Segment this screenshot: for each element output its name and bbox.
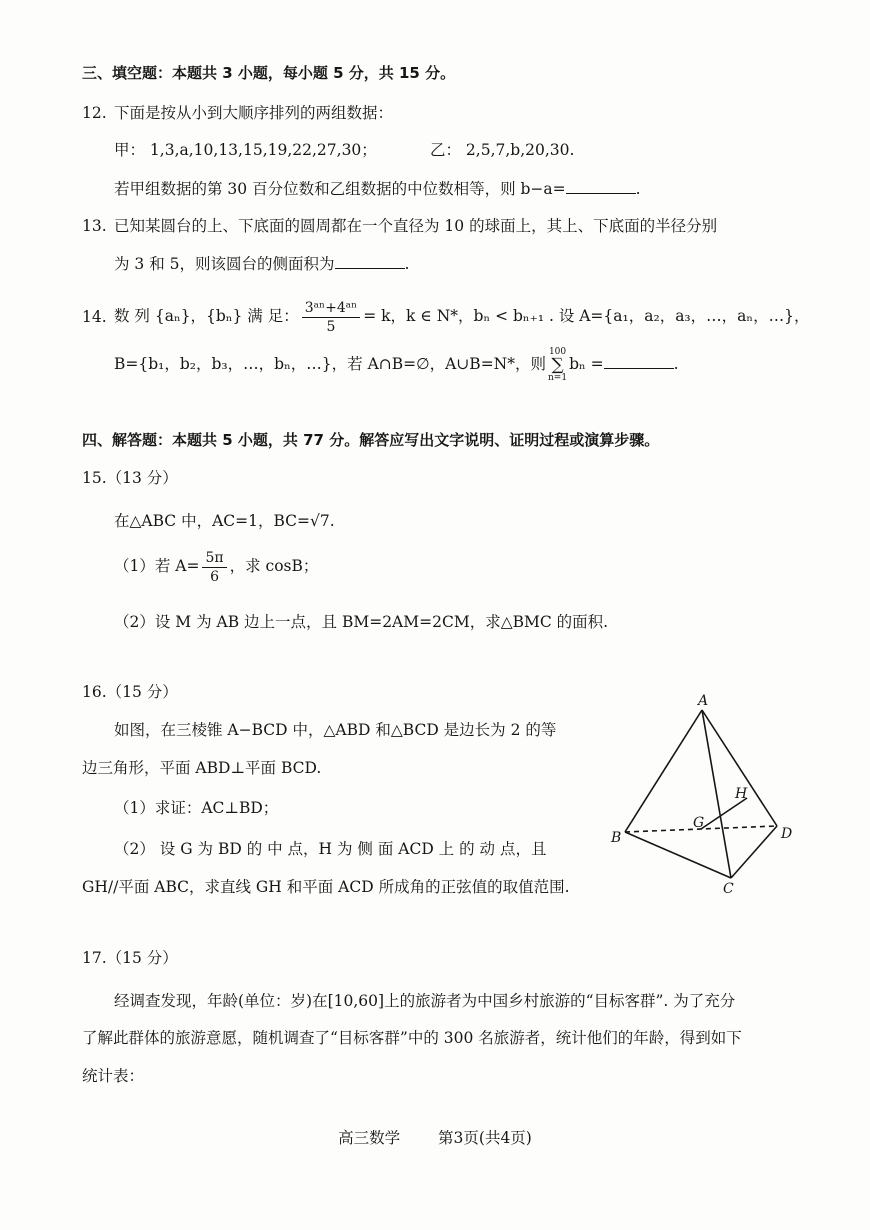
footer-page: 第3页(共4页): [438, 1129, 532, 1147]
section-3-heading: 三、填空题：本题共 3 小题，每小题 5 分，共 15 分。: [82, 64, 456, 82]
q15-number: 15.（13 分）: [82, 469, 178, 487]
q14-line1: [114, 296, 809, 336]
edge-ab: [625, 710, 705, 832]
q14-prefix: 数 列 {aₙ}，{bₙ} 满 足：: [114, 307, 299, 325]
q15-part1-pre: （1）若 A=: [114, 557, 200, 575]
q13-line2-row: 为 3 和 5，则该圆台的侧面积为 .: [114, 255, 410, 273]
q14-line2-pre: B={b₁，b₂，b₃，…，bₙ，…}，若 A∩B=∅，A∪B=N*，则: [114, 355, 546, 373]
q13-answer-blank: [335, 254, 405, 269]
q14-line2: B={b₁，b₂，b₃，…，bₙ，…}，若 A∩B=∅，A∪B=N*，则 100 ∑ n=1 bₙ = .: [114, 347, 679, 383]
label-d: D: [781, 826, 793, 842]
q14-sum-body: bₙ =: [569, 355, 604, 373]
q12-group-a: 甲： 1,3,a,10,13,15,19,22,27,30；: [114, 141, 377, 159]
q14-fraction: [302, 299, 360, 336]
q16-part2-line2: GH//平面 ABC，求直线 GH 和平面 ACD 所成角的正弦值的取值范围.: [82, 878, 570, 896]
q15-frac-den: 6: [210, 568, 219, 585]
q16-part1: （1）求证：AC⊥BD；: [114, 799, 279, 817]
q16-line1: 如图，在三棱锥 A−BCD 中，△ABD 和△BCD 是边长为 2 的等: [114, 721, 557, 739]
edge-ad: [702, 710, 777, 826]
label-g: G: [693, 815, 705, 831]
q14-sum-top: 100: [548, 347, 567, 357]
q14-sum: [548, 347, 567, 383]
q14-frac-den: 5: [326, 318, 336, 335]
q15-part1: [114, 546, 318, 586]
tetrahedron-figure: [605, 688, 835, 898]
q17-number: 17.（15 分）: [82, 949, 178, 967]
q15-fraction: [202, 549, 226, 586]
label-c: C: [723, 881, 734, 897]
q15-frac-num: 5π: [202, 549, 226, 568]
segment-gh: [701, 798, 747, 829]
edge-cd: [731, 826, 777, 878]
q12-number: 12.: [82, 104, 107, 122]
q15-stem: 在△ABC 中，AC=1，BC=√7.: [114, 512, 335, 530]
q13-line1: 已知某圆台的上、下底面的圆周都在一个直径为 10 的球面上，其上、下底面的半径分别: [114, 217, 718, 235]
q12-condition-line: 若甲组数据的第 30 百分位数和乙组数据的中位数相等，则 b−a= .: [114, 180, 641, 198]
q15-part1-post: ，求 cosB；: [229, 557, 319, 575]
q14-sum-bot: n=1: [548, 373, 568, 383]
q14-answer-blank: [604, 354, 674, 369]
footer-subject: 高三数学: [338, 1129, 401, 1147]
edge-ac: [702, 710, 731, 878]
q15-part2: （2）设 M 为 AB 边上一点，且 BM=2AM=2CM，求△BMC 的面积.: [114, 613, 609, 631]
q13-line2: 为 3 和 5，则该圆台的侧面积为: [114, 255, 335, 273]
section-4-heading: 四、解答题：本题共 5 小题，共 77 分。解答应写出文字说明、证明过程或演算步骤。: [82, 431, 660, 449]
q16-number: 16.（15 分）: [82, 683, 178, 701]
sigma-icon: ∑: [551, 355, 564, 375]
q16-line2: 边三角形，平面 ABD⊥平面 BCD.: [82, 759, 322, 777]
q13-number: 13.: [82, 217, 107, 235]
q12-answer-blank: [566, 179, 636, 194]
label-a: A: [698, 693, 709, 709]
q17-line2: 了解此群体的旅游意愿，随机调查了“目标客群”中的 300 名旅游者，统计他们的年龄，得到如下: [82, 1029, 742, 1047]
page-footer: [0, 1126, 870, 1148]
label-h: H: [735, 786, 748, 802]
q12-condition: 若甲组数据的第 30 百分位数和乙组数据的中位数相等，则 b−a=: [114, 180, 566, 198]
label-b: B: [611, 830, 622, 846]
q14-frac-num: 3ᵃⁿ+4ᵃⁿ: [302, 299, 360, 318]
edge-bc: [625, 832, 731, 878]
q14-mid: = k，k ∈ N*，bₙ < bₙ₊₁ . 设 A={a₁，a₂，a₃，…，aₙ，…}，: [363, 307, 810, 325]
q12-group-b: 乙： 2,5,7,b,20,30.: [430, 141, 575, 159]
q12-stem: 下面是按从小到大顺序排列的两组数据：: [114, 104, 394, 122]
q17-line1: 经调查发现，年龄(单位：岁)在[10,60]上的旅游者为中国乡村旅游的“目标客群”. 为了充分: [114, 992, 736, 1010]
q14-number: 14.: [82, 308, 107, 326]
q17-line3: 统计表：: [82, 1067, 145, 1085]
q16-part2-line1: （2） 设 G 为 BD 的 中 点，H 为 侧 面 ACD 上 的 动 点，且: [114, 840, 547, 858]
